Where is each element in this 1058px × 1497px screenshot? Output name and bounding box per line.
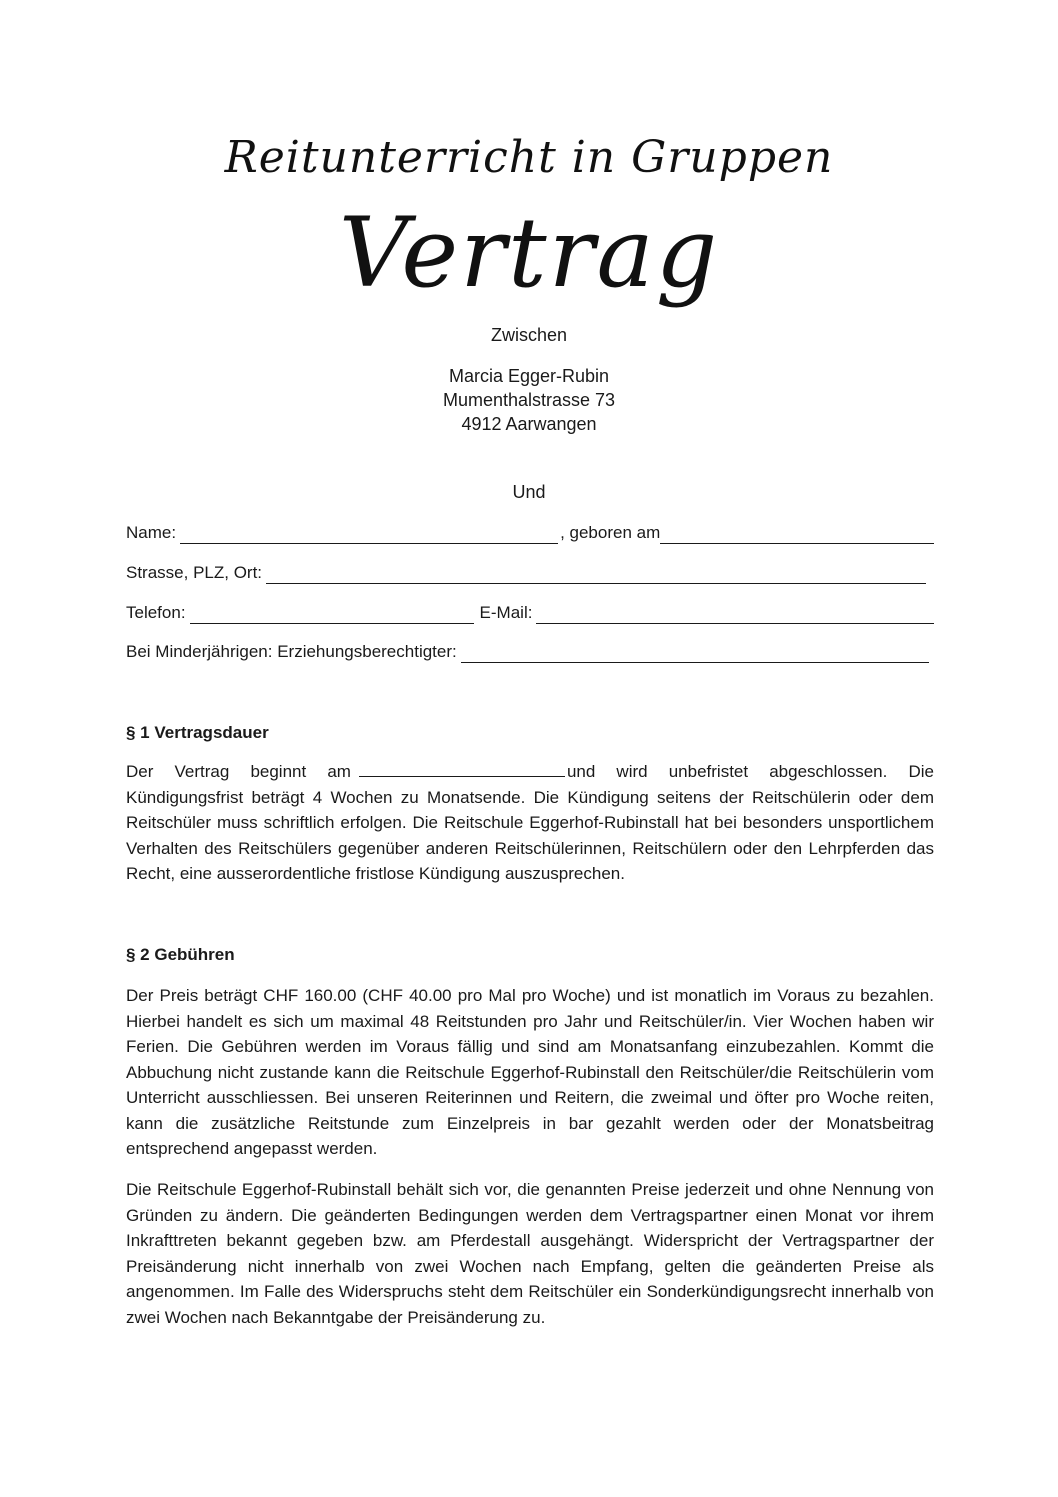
document-title: Vertrag: [338, 197, 720, 309]
name-row: [126, 522, 934, 544]
name-field[interactable]: [180, 526, 558, 544]
guardian-label: Bei Minderjährigen: Erziehungsberechtigter:: [126, 642, 457, 661]
and-label: Und: [512, 482, 546, 502]
guardian-row: [126, 641, 929, 663]
provider-street: Mumenthalstrasse 73: [442, 390, 616, 410]
address-row: [126, 562, 926, 584]
phone-field[interactable]: [190, 606, 474, 624]
section1-text-rest: und wird unbefristet abgeschlossen. Die Kündigungsfrist beträgt 4 Wochen zu Monatsende. Die Kündigung seitens der Reitschülerin oder dem Reitschüler muss schriftlich erfolgen. Die Reitschule Eggerhof-Rubinstall hat bei besonders unsportlichem Verhalten des Reitschülers gegenüber anderen Reitschülerinnen, Reitschülern oder den Lehrpferden das Recht, eine ausserordentliche fristlose Kündigung auszusprechen.: [126, 762, 934, 883]
section2-heading: § 2 Gebühren: [126, 945, 235, 964]
provider-city: 4912 Aarwangen: [461, 414, 597, 434]
email-label: E-Mail:: [479, 603, 533, 622]
email-field[interactable]: [536, 606, 934, 624]
name-label: Name:: [126, 523, 177, 542]
section2-paragraph-1: Der Preis beträgt CHF 160.00 (CHF 40.00 pro Mal pro Woche) und ist monatlich im Voraus zu bezahlen. Hierbei handelt es sich um maximal 48 Reitstunden pro Jahr und Reitschüler/in. Vier Wochen haben wir Ferien. Die Gebühren werden im Voraus fällig und sind am Monatsanfang einzubezahlen. Kommt die Abbuchung nicht zustande kann die Reitschule Eggerhof-Rubinstall den Reitschüler/die Reitschülerin vom Unterricht ausschliessen. Bei unseren Reiterinnen und Reitern, die zweimal und öfter pro Woche reiten, kann die zusätzliche Reitstunde zum Einzelpreis in bar gezahlt werden oder der Monatsbeitrag entsprechend angepasst werden.: [126, 986, 934, 1158]
birthdate-field[interactable]: [660, 526, 934, 544]
contact-row: [126, 602, 934, 624]
between-label: Zwischen: [490, 325, 568, 345]
guardian-field[interactable]: [461, 645, 929, 663]
document-subtitle: Reitunterricht in Gruppen: [224, 132, 834, 183]
section1-text-start: Der Vertrag beginnt am: [126, 762, 351, 781]
address-field[interactable]: [266, 566, 926, 584]
start-date-field[interactable]: [359, 760, 565, 777]
address-label: Strasse, PLZ, Ort:: [126, 563, 263, 582]
section1-paragraph: [126, 759, 934, 887]
phone-label: Telefon:: [126, 603, 186, 622]
section1-heading: § 1 Vertragsdauer: [126, 723, 269, 742]
section2-paragraph-2: Die Reitschule Eggerhof-Rubinstall behält sich vor, die genannten Preise jederzeit und ohne Nennung von Gründen zu ändern. Die geänderten Bedingungen werden dem Vertragspartner einen Monat vor ihrem Inkrafttreten bekannt gegeben bzw. am Pferdestall ausgehängt. Widerspricht der Vertragspartner der Preisänderung nicht innerhalb von zwei Wochen nach Empfang, gelten die geänderten Preise als angenommen. Im Falle des Widerspruchs steht dem Reitschüler ein Sonderkündigungsrecht innerhalb von zwei Wochen nach Bekanntgabe der Preisänderung zu.: [126, 1180, 934, 1327]
provider-name: Marcia Egger-Rubin: [448, 366, 610, 386]
born-label: , geboren am: [560, 523, 661, 542]
